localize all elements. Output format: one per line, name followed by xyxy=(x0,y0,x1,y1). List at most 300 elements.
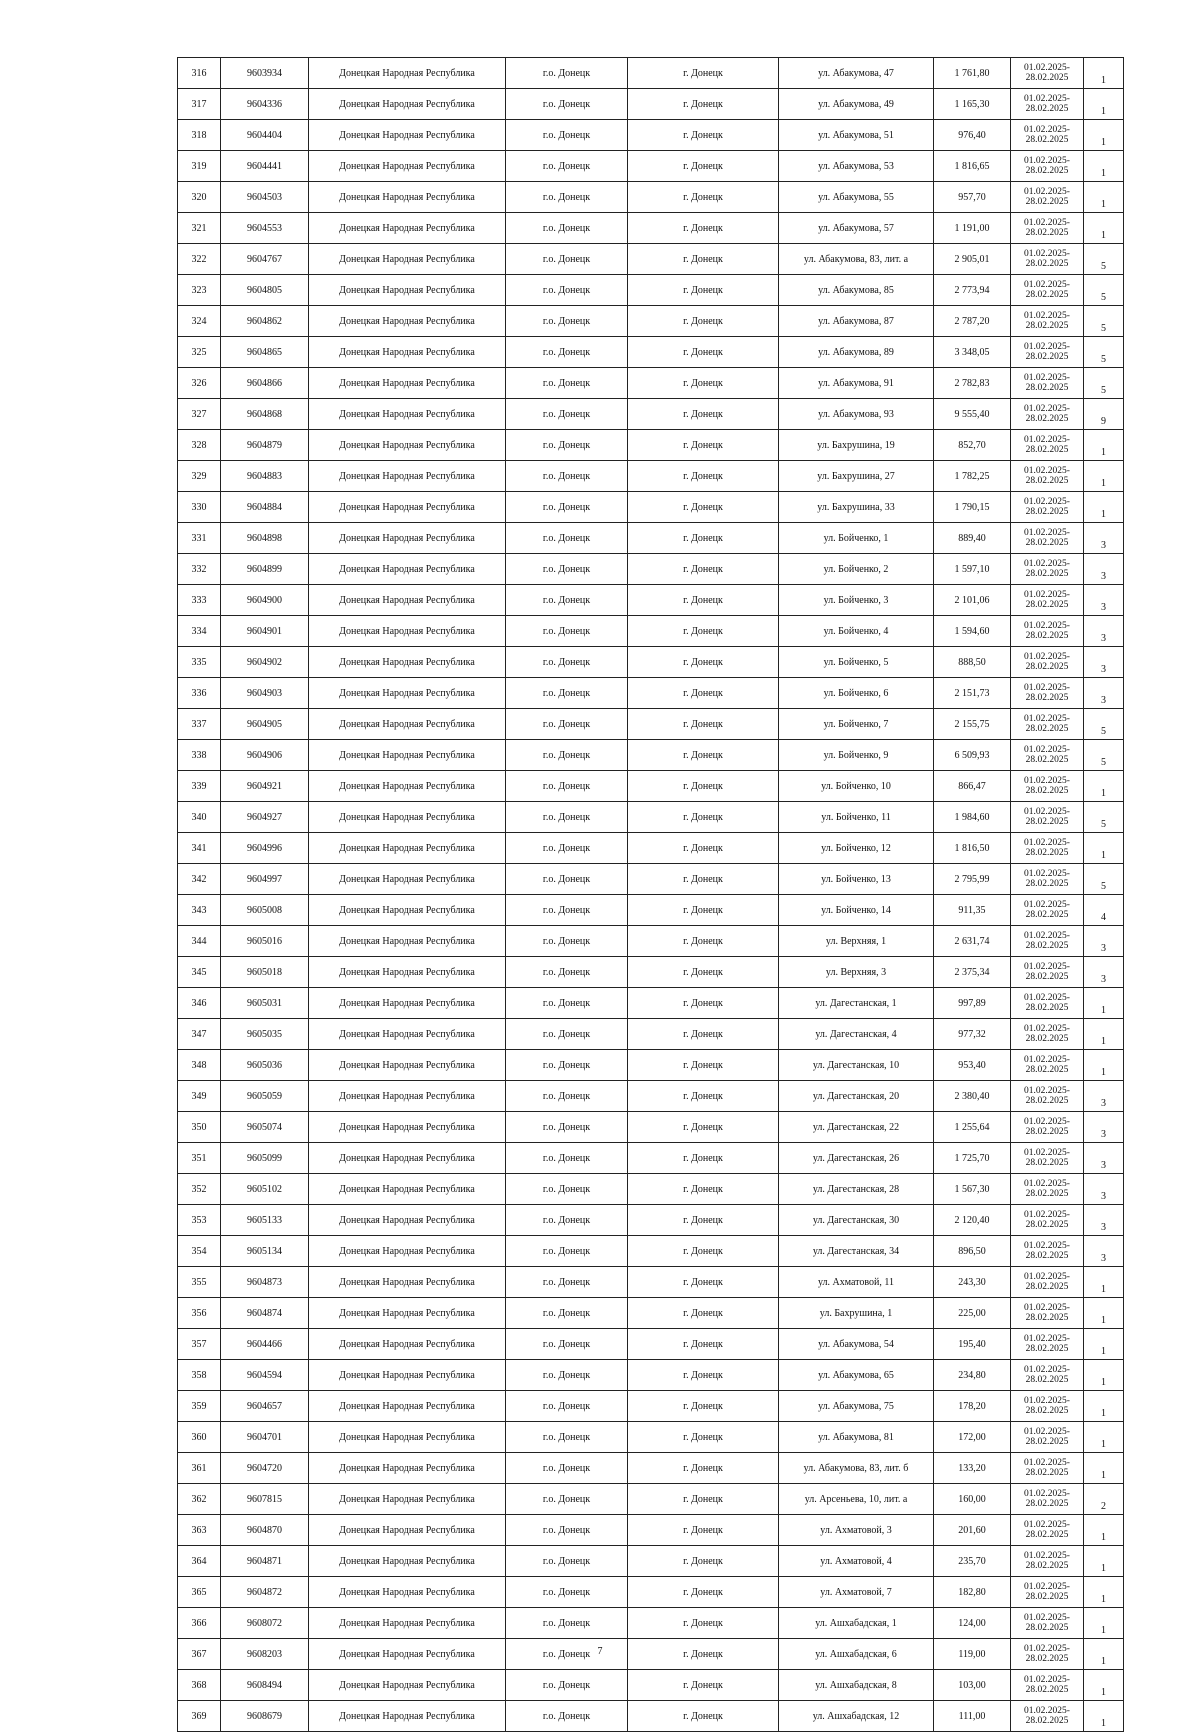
table-row xyxy=(178,182,1124,213)
address-cell: ул. Бойченко, 7 xyxy=(779,709,934,740)
period-cell: 01.02.2025-28.02.2025 xyxy=(1011,1701,1084,1732)
settlement-cell: г. Донецк xyxy=(628,1019,779,1050)
row-number-cell: 347 xyxy=(178,1019,221,1050)
count-cell: 1 xyxy=(1084,1422,1124,1453)
municipal-district-cell: г.о. Донецк xyxy=(506,1112,628,1143)
area-cell: 1 725,70 xyxy=(934,1143,1011,1174)
row-number-cell: 369 xyxy=(178,1701,221,1732)
address-cell: ул. Бахрушина, 19 xyxy=(779,430,934,461)
region-cell: Донецкая Народная Республика xyxy=(309,58,506,89)
table-row xyxy=(178,1484,1124,1515)
table-row xyxy=(178,771,1124,802)
address-cell: ул. Абакумова, 65 xyxy=(779,1360,934,1391)
region-cell: Донецкая Народная Республика xyxy=(309,430,506,461)
region-cell: Донецкая Народная Республика xyxy=(309,1546,506,1577)
period-cell: 01.02.2025-28.02.2025 xyxy=(1011,1608,1084,1639)
row-number-cell: 350 xyxy=(178,1112,221,1143)
object-id-cell: 9605035 xyxy=(221,1019,309,1050)
area-cell: 1 567,30 xyxy=(934,1174,1011,1205)
area-cell: 1 816,65 xyxy=(934,151,1011,182)
period-cell: 01.02.2025-28.02.2025 xyxy=(1011,430,1084,461)
table-row xyxy=(178,1050,1124,1081)
object-id-cell: 9604921 xyxy=(221,771,309,802)
object-id-cell: 9605016 xyxy=(221,926,309,957)
settlement-cell: г. Донецк xyxy=(628,1298,779,1329)
object-id-cell: 9604996 xyxy=(221,833,309,864)
municipal-district-cell: г.о. Донецк xyxy=(506,430,628,461)
period-cell: 01.02.2025-28.02.2025 xyxy=(1011,647,1084,678)
table-row xyxy=(178,337,1124,368)
settlement-cell: г. Донецк xyxy=(628,926,779,957)
period-cell: 01.02.2025-28.02.2025 xyxy=(1011,1236,1084,1267)
address-cell: ул. Ашхабадская, 1 xyxy=(779,1608,934,1639)
settlement-cell: г. Донецк xyxy=(628,585,779,616)
count-cell: 1 xyxy=(1084,120,1124,151)
region-cell: Донецкая Народная Республика xyxy=(309,1050,506,1081)
area-cell: 2 101,06 xyxy=(934,585,1011,616)
count-cell: 3 xyxy=(1084,1112,1124,1143)
period-cell: 01.02.2025-28.02.2025 xyxy=(1011,306,1084,337)
object-id-cell: 9605102 xyxy=(221,1174,309,1205)
settlement-cell: г. Донецк xyxy=(628,306,779,337)
object-id-cell: 9604871 xyxy=(221,1546,309,1577)
period-cell: 01.02.2025-28.02.2025 xyxy=(1011,1143,1084,1174)
object-id-cell: 9604868 xyxy=(221,399,309,430)
count-cell: 1 xyxy=(1084,1391,1124,1422)
area-cell: 243,30 xyxy=(934,1267,1011,1298)
row-number-cell: 368 xyxy=(178,1670,221,1701)
object-id-cell: 9604927 xyxy=(221,802,309,833)
row-number-cell: 320 xyxy=(178,182,221,213)
row-number-cell: 316 xyxy=(178,58,221,89)
row-number-cell: 331 xyxy=(178,523,221,554)
municipal-district-cell: г.о. Донецк xyxy=(506,244,628,275)
region-cell: Донецкая Народная Республика xyxy=(309,244,506,275)
municipal-district-cell: г.о. Донецк xyxy=(506,399,628,430)
address-cell: ул. Ашхабадская, 8 xyxy=(779,1670,934,1701)
municipal-district-cell: г.о. Донецк xyxy=(506,523,628,554)
count-cell: 1 xyxy=(1084,151,1124,182)
table-row xyxy=(178,647,1124,678)
count-cell: 5 xyxy=(1084,368,1124,399)
count-cell: 1 xyxy=(1084,1577,1124,1608)
row-number-cell: 329 xyxy=(178,461,221,492)
settlement-cell: г. Донецк xyxy=(628,1205,779,1236)
address-cell: ул. Абакумова, 57 xyxy=(779,213,934,244)
count-cell: 3 xyxy=(1084,1081,1124,1112)
table-row xyxy=(178,120,1124,151)
region-cell: Донецкая Народная Республика xyxy=(309,771,506,802)
settlement-cell: г. Донецк xyxy=(628,864,779,895)
object-id-cell: 9604899 xyxy=(221,554,309,585)
municipal-district-cell: г.о. Донецк xyxy=(506,771,628,802)
region-cell: Донецкая Народная Республика xyxy=(309,1608,506,1639)
region-cell: Донецкая Народная Республика xyxy=(309,1670,506,1701)
settlement-cell: г. Донецк xyxy=(628,1484,779,1515)
area-cell: 124,00 xyxy=(934,1608,1011,1639)
settlement-cell: г. Донецк xyxy=(628,1112,779,1143)
count-cell: 1 xyxy=(1084,89,1124,120)
object-id-cell: 9604866 xyxy=(221,368,309,399)
settlement-cell: г. Донецк xyxy=(628,616,779,647)
area-cell: 3 348,05 xyxy=(934,337,1011,368)
settlement-cell: г. Донецк xyxy=(628,337,779,368)
table-row xyxy=(178,1422,1124,1453)
table-row xyxy=(178,213,1124,244)
period-cell: 01.02.2025-28.02.2025 xyxy=(1011,895,1084,926)
table-row xyxy=(178,1236,1124,1267)
object-id-cell: 9604805 xyxy=(221,275,309,306)
municipal-district-cell: г.о. Донецк xyxy=(506,1298,628,1329)
municipal-district-cell: г.о. Донецк xyxy=(506,182,628,213)
region-cell: Донецкая Народная Республика xyxy=(309,1360,506,1391)
object-id-cell: 9605031 xyxy=(221,988,309,1019)
count-cell: 5 xyxy=(1084,740,1124,771)
address-cell: ул. Абакумова, 81 xyxy=(779,1422,934,1453)
address-cell: ул. Абакумова, 75 xyxy=(779,1391,934,1422)
settlement-cell: г. Донецк xyxy=(628,1422,779,1453)
area-cell: 1 816,50 xyxy=(934,833,1011,864)
region-cell: Донецкая Народная Республика xyxy=(309,1081,506,1112)
period-cell: 01.02.2025-28.02.2025 xyxy=(1011,89,1084,120)
address-cell: ул. Абакумова, 53 xyxy=(779,151,934,182)
count-cell: 3 xyxy=(1084,1174,1124,1205)
row-number-cell: 360 xyxy=(178,1422,221,1453)
object-id-cell: 9605134 xyxy=(221,1236,309,1267)
table-row xyxy=(178,306,1124,337)
region-cell: Донецкая Народная Республика xyxy=(309,1236,506,1267)
table-row xyxy=(178,399,1124,430)
table-row xyxy=(178,1329,1124,1360)
object-id-cell: 9604657 xyxy=(221,1391,309,1422)
object-id-cell: 9604906 xyxy=(221,740,309,771)
area-cell: 182,80 xyxy=(934,1577,1011,1608)
area-cell: 953,40 xyxy=(934,1050,1011,1081)
address-cell: ул. Бахрушина, 27 xyxy=(779,461,934,492)
object-id-cell: 9604883 xyxy=(221,461,309,492)
row-number-cell: 318 xyxy=(178,120,221,151)
count-cell: 1 xyxy=(1084,492,1124,523)
area-cell: 178,20 xyxy=(934,1391,1011,1422)
period-cell: 01.02.2025-28.02.2025 xyxy=(1011,461,1084,492)
table-row xyxy=(178,1453,1124,1484)
count-cell: 4 xyxy=(1084,895,1124,926)
object-id-cell: 9604879 xyxy=(221,430,309,461)
table-row xyxy=(178,244,1124,275)
address-cell: ул. Бойченко, 4 xyxy=(779,616,934,647)
municipal-district-cell: г.о. Донецк xyxy=(506,89,628,120)
period-cell: 01.02.2025-28.02.2025 xyxy=(1011,1515,1084,1546)
period-cell: 01.02.2025-28.02.2025 xyxy=(1011,554,1084,585)
row-number-cell: 356 xyxy=(178,1298,221,1329)
municipal-district-cell: г.о. Донецк xyxy=(506,1050,628,1081)
table-row xyxy=(178,1081,1124,1112)
region-cell: Донецкая Народная Республика xyxy=(309,1205,506,1236)
region-cell: Донецкая Народная Республика xyxy=(309,864,506,895)
settlement-cell: г. Донецк xyxy=(628,957,779,988)
municipal-district-cell: г.о. Донецк xyxy=(506,1639,628,1670)
settlement-cell: г. Донецк xyxy=(628,1267,779,1298)
period-cell: 01.02.2025-28.02.2025 xyxy=(1011,1422,1084,1453)
area-cell: 160,00 xyxy=(934,1484,1011,1515)
object-id-cell: 9604873 xyxy=(221,1267,309,1298)
count-cell: 3 xyxy=(1084,523,1124,554)
settlement-cell: г. Донецк xyxy=(628,1050,779,1081)
region-cell: Донецкая Народная Республика xyxy=(309,120,506,151)
registry-table xyxy=(177,57,1124,1732)
row-number-cell: 337 xyxy=(178,709,221,740)
object-id-cell: 9605008 xyxy=(221,895,309,926)
row-number-cell: 327 xyxy=(178,399,221,430)
table-row xyxy=(178,585,1124,616)
area-cell: 235,70 xyxy=(934,1546,1011,1577)
object-id-cell: 9604701 xyxy=(221,1422,309,1453)
municipal-district-cell: г.о. Донецк xyxy=(506,1701,628,1732)
table-row xyxy=(178,926,1124,957)
object-id-cell: 9605099 xyxy=(221,1143,309,1174)
address-cell: ул. Бахрушина, 33 xyxy=(779,492,934,523)
object-id-cell: 9604898 xyxy=(221,523,309,554)
period-cell: 01.02.2025-28.02.2025 xyxy=(1011,709,1084,740)
count-cell: 3 xyxy=(1084,1205,1124,1236)
count-cell: 1 xyxy=(1084,1608,1124,1639)
count-cell: 1 xyxy=(1084,771,1124,802)
area-cell: 2 773,94 xyxy=(934,275,1011,306)
municipal-district-cell: г.о. Донецк xyxy=(506,1174,628,1205)
object-id-cell: 9604900 xyxy=(221,585,309,616)
address-cell: ул. Ахматовой, 4 xyxy=(779,1546,934,1577)
municipal-district-cell: г.о. Донецк xyxy=(506,678,628,709)
settlement-cell: г. Донецк xyxy=(628,1360,779,1391)
count-cell: 1 xyxy=(1084,1453,1124,1484)
period-cell: 01.02.2025-28.02.2025 xyxy=(1011,802,1084,833)
municipal-district-cell: г.о. Донецк xyxy=(506,895,628,926)
area-cell: 852,70 xyxy=(934,430,1011,461)
settlement-cell: г. Донецк xyxy=(628,988,779,1019)
address-cell: ул. Арсеньева, 10, лит. а xyxy=(779,1484,934,1515)
region-cell: Донецкая Народная Республика xyxy=(309,1143,506,1174)
table-row xyxy=(178,461,1124,492)
object-id-cell: 9604720 xyxy=(221,1453,309,1484)
address-cell: ул. Дагестанская, 1 xyxy=(779,988,934,1019)
area-cell: 111,00 xyxy=(934,1701,1011,1732)
object-id-cell: 9608203 xyxy=(221,1639,309,1670)
settlement-cell: г. Донецк xyxy=(628,1701,779,1732)
address-cell: ул. Абакумова, 55 xyxy=(779,182,934,213)
count-cell: 3 xyxy=(1084,1236,1124,1267)
period-cell: 01.02.2025-28.02.2025 xyxy=(1011,1267,1084,1298)
region-cell: Донецкая Народная Республика xyxy=(309,1391,506,1422)
region-cell: Донецкая Народная Республика xyxy=(309,523,506,554)
period-cell: 01.02.2025-28.02.2025 xyxy=(1011,1360,1084,1391)
area-cell: 2 120,40 xyxy=(934,1205,1011,1236)
municipal-district-cell: г.о. Донецк xyxy=(506,1484,628,1515)
table-row xyxy=(178,1701,1124,1732)
count-cell: 5 xyxy=(1084,337,1124,368)
row-number-cell: 345 xyxy=(178,957,221,988)
row-number-cell: 317 xyxy=(178,89,221,120)
object-id-cell: 9603934 xyxy=(221,58,309,89)
table-row xyxy=(178,1391,1124,1422)
object-id-cell: 9608679 xyxy=(221,1701,309,1732)
region-cell: Донецкая Народная Республика xyxy=(309,1639,506,1670)
address-cell: ул. Ахматовой, 11 xyxy=(779,1267,934,1298)
table-row xyxy=(178,1608,1124,1639)
settlement-cell: г. Донецк xyxy=(628,430,779,461)
row-number-cell: 339 xyxy=(178,771,221,802)
row-number-cell: 342 xyxy=(178,864,221,895)
municipal-district-cell: г.о. Донецк xyxy=(506,1608,628,1639)
count-cell: 1 xyxy=(1084,213,1124,244)
address-cell: ул. Абакумова, 47 xyxy=(779,58,934,89)
address-cell: ул. Верхняя, 3 xyxy=(779,957,934,988)
region-cell: Донецкая Народная Республика xyxy=(309,678,506,709)
row-number-cell: 340 xyxy=(178,802,221,833)
region-cell: Донецкая Народная Республика xyxy=(309,1484,506,1515)
period-cell: 01.02.2025-28.02.2025 xyxy=(1011,244,1084,275)
area-cell: 6 509,93 xyxy=(934,740,1011,771)
area-cell: 2 905,01 xyxy=(934,244,1011,275)
object-id-cell: 9604997 xyxy=(221,864,309,895)
area-cell: 866,47 xyxy=(934,771,1011,802)
period-cell: 01.02.2025-28.02.2025 xyxy=(1011,275,1084,306)
object-id-cell: 9604865 xyxy=(221,337,309,368)
object-id-cell: 9604466 xyxy=(221,1329,309,1360)
region-cell: Донецкая Народная Республика xyxy=(309,492,506,523)
address-cell: ул. Бойченко, 3 xyxy=(779,585,934,616)
area-cell: 1 597,10 xyxy=(934,554,1011,585)
count-cell: 5 xyxy=(1084,275,1124,306)
address-cell: ул. Дагестанская, 26 xyxy=(779,1143,934,1174)
object-id-cell: 9604594 xyxy=(221,1360,309,1391)
row-number-cell: 330 xyxy=(178,492,221,523)
region-cell: Донецкая Народная Республика xyxy=(309,833,506,864)
period-cell: 01.02.2025-28.02.2025 xyxy=(1011,399,1084,430)
address-cell: ул. Дагестанская, 34 xyxy=(779,1236,934,1267)
area-cell: 1 594,60 xyxy=(934,616,1011,647)
period-cell: 01.02.2025-28.02.2025 xyxy=(1011,1484,1084,1515)
municipal-district-cell: г.о. Донецк xyxy=(506,740,628,771)
object-id-cell: 9605074 xyxy=(221,1112,309,1143)
period-cell: 01.02.2025-28.02.2025 xyxy=(1011,120,1084,151)
count-cell: 1 xyxy=(1084,1298,1124,1329)
address-cell: ул. Бойченко, 10 xyxy=(779,771,934,802)
table-row xyxy=(178,1019,1124,1050)
region-cell: Донецкая Народная Республика xyxy=(309,306,506,337)
region-cell: Донецкая Народная Республика xyxy=(309,1112,506,1143)
address-cell: ул. Ашхабадская, 12 xyxy=(779,1701,934,1732)
settlement-cell: г. Донецк xyxy=(628,1639,779,1670)
area-cell: 2 795,99 xyxy=(934,864,1011,895)
object-id-cell: 9604872 xyxy=(221,1577,309,1608)
municipal-district-cell: г.о. Донецк xyxy=(506,213,628,244)
object-id-cell: 9604884 xyxy=(221,492,309,523)
count-cell: 1 xyxy=(1084,1050,1124,1081)
region-cell: Донецкая Народная Республика xyxy=(309,988,506,1019)
area-cell: 957,70 xyxy=(934,182,1011,213)
table-row xyxy=(178,802,1124,833)
area-cell: 976,40 xyxy=(934,120,1011,151)
row-number-cell: 338 xyxy=(178,740,221,771)
municipal-district-cell: г.о. Донецк xyxy=(506,585,628,616)
region-cell: Донецкая Народная Республика xyxy=(309,399,506,430)
address-cell: ул. Абакумова, 85 xyxy=(779,275,934,306)
area-cell: 234,80 xyxy=(934,1360,1011,1391)
municipal-district-cell: г.о. Донецк xyxy=(506,554,628,585)
row-number-cell: 362 xyxy=(178,1484,221,1515)
address-cell: ул. Абакумова, 54 xyxy=(779,1329,934,1360)
table-row xyxy=(178,678,1124,709)
object-id-cell: 9604503 xyxy=(221,182,309,213)
municipal-district-cell: г.о. Донецк xyxy=(506,616,628,647)
region-cell: Донецкая Народная Республика xyxy=(309,1701,506,1732)
row-number-cell: 359 xyxy=(178,1391,221,1422)
settlement-cell: г. Донецк xyxy=(628,1236,779,1267)
region-cell: Донецкая Народная Республика xyxy=(309,1019,506,1050)
period-cell: 01.02.2025-28.02.2025 xyxy=(1011,151,1084,182)
row-number-cell: 355 xyxy=(178,1267,221,1298)
table-row xyxy=(178,616,1124,647)
region-cell: Донецкая Народная Республика xyxy=(309,1174,506,1205)
area-cell: 2 787,20 xyxy=(934,306,1011,337)
settlement-cell: г. Донецк xyxy=(628,58,779,89)
settlement-cell: г. Донецк xyxy=(628,802,779,833)
address-cell: ул. Бойченко, 13 xyxy=(779,864,934,895)
area-cell: 2 782,83 xyxy=(934,368,1011,399)
row-number-cell: 346 xyxy=(178,988,221,1019)
row-number-cell: 344 xyxy=(178,926,221,957)
address-cell: ул. Бахрушина, 1 xyxy=(779,1298,934,1329)
municipal-district-cell: г.о. Донецк xyxy=(506,1391,628,1422)
table-row xyxy=(178,554,1124,585)
period-cell: 01.02.2025-28.02.2025 xyxy=(1011,368,1084,399)
area-cell: 1 984,60 xyxy=(934,802,1011,833)
count-cell: 1 xyxy=(1084,1267,1124,1298)
municipal-district-cell: г.о. Донецк xyxy=(506,1670,628,1701)
municipal-district-cell: г.о. Донецк xyxy=(506,957,628,988)
address-cell: ул. Ахматовой, 7 xyxy=(779,1577,934,1608)
object-id-cell: 9608072 xyxy=(221,1608,309,1639)
table-row xyxy=(178,1546,1124,1577)
count-cell: 1 xyxy=(1084,461,1124,492)
period-cell: 01.02.2025-28.02.2025 xyxy=(1011,492,1084,523)
object-id-cell: 9604441 xyxy=(221,151,309,182)
table-row xyxy=(178,1143,1124,1174)
period-cell: 01.02.2025-28.02.2025 xyxy=(1011,957,1084,988)
region-cell: Донецкая Народная Республика xyxy=(309,709,506,740)
count-cell: 2 xyxy=(1084,1484,1124,1515)
table-row xyxy=(178,275,1124,306)
table-row xyxy=(178,895,1124,926)
row-number-cell: 343 xyxy=(178,895,221,926)
area-cell: 2 631,74 xyxy=(934,926,1011,957)
address-cell: ул. Абакумова, 83, лит. а xyxy=(779,244,934,275)
address-cell: ул. Дагестанская, 4 xyxy=(779,1019,934,1050)
address-cell: ул. Верхняя, 1 xyxy=(779,926,934,957)
municipal-district-cell: г.о. Донецк xyxy=(506,120,628,151)
row-number-cell: 351 xyxy=(178,1143,221,1174)
period-cell: 01.02.2025-28.02.2025 xyxy=(1011,1050,1084,1081)
count-cell: 1 xyxy=(1084,1639,1124,1670)
count-cell: 9 xyxy=(1084,399,1124,430)
address-cell: ул. Бойченко, 5 xyxy=(779,647,934,678)
table-row xyxy=(178,58,1124,89)
row-number-cell: 365 xyxy=(178,1577,221,1608)
period-cell: 01.02.2025-28.02.2025 xyxy=(1011,1298,1084,1329)
period-cell: 01.02.2025-28.02.2025 xyxy=(1011,585,1084,616)
row-number-cell: 332 xyxy=(178,554,221,585)
settlement-cell: г. Донецк xyxy=(628,1329,779,1360)
